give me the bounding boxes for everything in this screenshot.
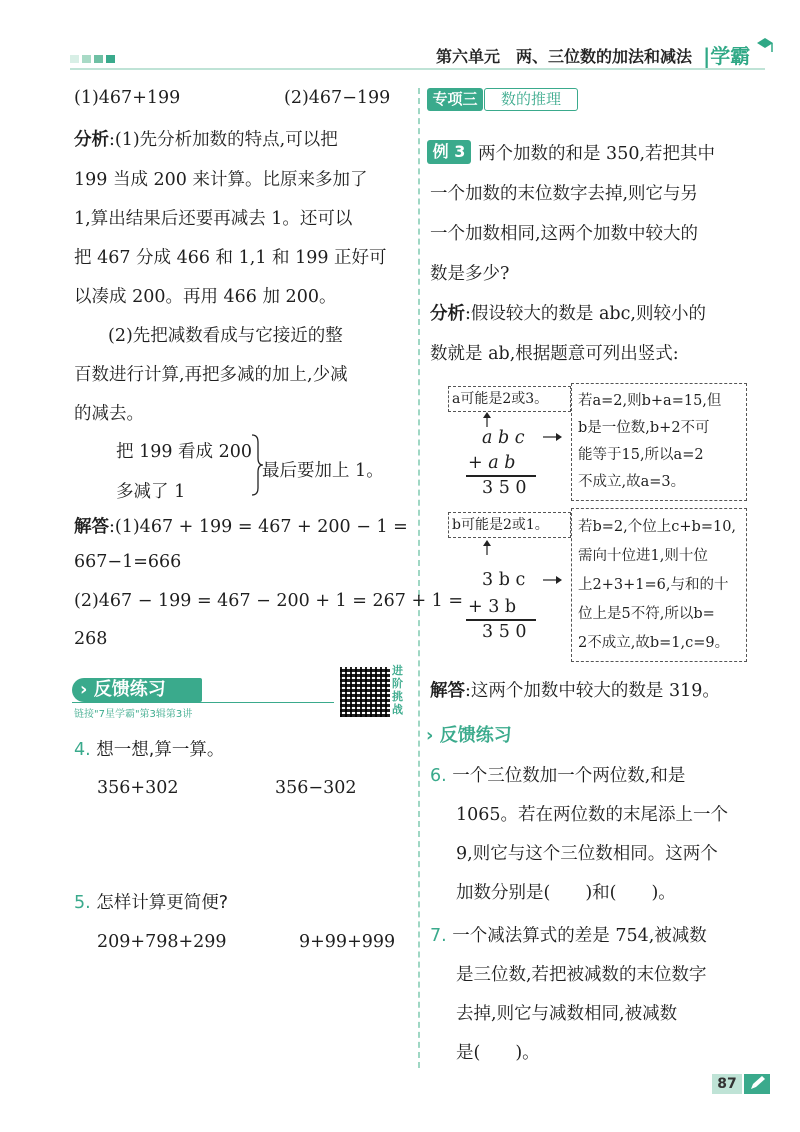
brace-line: 把 199 看成 200 [116, 442, 252, 462]
example-tag: 例 3 [427, 140, 471, 164]
feedback-underline [72, 702, 334, 703]
analysis-label: 分析 [74, 130, 109, 150]
topic-tag: 专项三 [427, 88, 483, 111]
header-rule [70, 68, 765, 70]
analysis-line: 以凑成 200。再用 466 加 200。 [74, 287, 337, 307]
answer-line: 667−1=666 [74, 552, 182, 572]
example-line: 一个加数相同,这两个加数中较大的 [430, 224, 699, 244]
note-line: 2不成立,故b=1,c=9。 [578, 635, 730, 651]
up-arrow-icon [482, 540, 492, 556]
qr-code[interactable] [340, 667, 390, 717]
qr-side-label: 进阶挑战 [392, 664, 403, 716]
question-line: 1065。若在两位数的末尾添上一个 [456, 805, 729, 825]
analysis-label: 分析 [430, 304, 465, 324]
feedback-banner [72, 678, 202, 702]
explanation-box [571, 508, 747, 662]
chevron-right-icon: › [80, 679, 88, 700]
column-divider [418, 88, 420, 1068]
note-line: b是一位数,b+2不可 [578, 420, 710, 436]
question-line: 一个三位数加一个两位数,和是 [452, 766, 686, 786]
expression: 9+99+999 [299, 932, 396, 952]
addend-row: 3 b c [482, 570, 526, 590]
answer-line: :(1)467 + 199 = 467 + 200 − 1 = [109, 517, 408, 537]
up-arrow-icon [482, 412, 492, 428]
question-text: 想一想,算一算。 [96, 740, 225, 760]
page-number: 87 [712, 1074, 742, 1094]
analysis-line: 数就是 ab,根据题意可列出竖式: [430, 344, 679, 364]
note-line: 不成立,故a=3。 [578, 474, 686, 490]
brace-note: 最后要加上 1。 [262, 461, 384, 481]
expression: 356−302 [275, 778, 357, 798]
question-line: 一个减法算式的差是 754,被减数 [452, 926, 707, 946]
unit-title: 第六单元 两、三位数的加法和减法 [436, 47, 693, 66]
feedback-link[interactable]: 链接"7星学霸"第3辑第3讲 [74, 709, 193, 720]
header-square [106, 55, 115, 63]
question-number: 5. [74, 893, 91, 913]
note-line: 上2+3+1=6,与和的十 [578, 577, 729, 593]
header-square [94, 55, 103, 63]
header-decoration-squares [70, 55, 115, 63]
example-text-cont [430, 180, 770, 380]
answer-line: 268 [74, 629, 108, 649]
expression: 209+798+299 [97, 932, 227, 952]
chevron-right-icon: › [426, 725, 434, 746]
question-number: 7. [430, 926, 447, 946]
example-line: 数是多少? [430, 264, 510, 284]
question-line: 去掉,则它与减数相同,被减数 [456, 1004, 678, 1024]
note-line: 位上是5不符,所以b= [578, 606, 715, 622]
hypothesis-box: b可能是2或1。 [448, 512, 571, 538]
question-line: 加数分别是( )和( )。 [456, 883, 676, 903]
analysis-line: :(1)先分析加数的特点,可以把 [109, 130, 338, 150]
question-line: 9,则它与这个三位数相同。这两个 [456, 844, 718, 864]
analysis-line: (2)先把减数看成与它接近的整 [108, 326, 343, 346]
question-7 [430, 922, 770, 1062]
analysis-line: 的减去。 [74, 404, 144, 424]
addend-row: + a b [468, 453, 516, 473]
note-line: 能等于15,所以a=2 [578, 447, 704, 463]
sum-row: 3 5 0 [482, 478, 527, 498]
feedback-title: 反馈练习 [439, 725, 512, 746]
feedback-title: 反馈练习 [93, 679, 166, 700]
hypothesis-box: a可能是2或3。 [448, 386, 571, 412]
explanation-box [571, 383, 747, 501]
note-line: 若b=2,个位上c+b=10, [578, 519, 737, 535]
brace-line: 多减了 1 [116, 482, 186, 502]
analysis-line: :假设较大的数是 abc,则较小的 [465, 304, 706, 324]
question-number: 4. [74, 740, 91, 760]
note-line: 需向十位进1,则十位 [578, 548, 708, 564]
header-square [82, 55, 91, 63]
answer-text: :这两个加数中较大的数是 319。 [465, 681, 720, 701]
addend-row: a b c [482, 428, 525, 448]
answer-label: 解答 [74, 517, 109, 537]
graduation-cap-icon [756, 36, 774, 56]
question-text: 怎样计算更简便? [96, 893, 229, 913]
sum-rule [466, 475, 536, 477]
right-arrow-icon [543, 575, 563, 585]
brand-logo: |学霸 [703, 44, 751, 68]
analysis-line: 把 467 分成 466 和 1,1 和 199 正好可 [74, 248, 387, 268]
sum-row: 3 5 0 [482, 622, 527, 642]
sum-rule [466, 619, 536, 621]
analysis-line: 百数进行计算,再把多减的加上,少减 [74, 365, 348, 385]
question-number: 6. [430, 766, 447, 786]
example-line: 一个加数的末位数字去掉,则它与另 [430, 184, 699, 204]
example-line: 两个加数的和是 350,若把其中 [478, 144, 716, 164]
question-6 [430, 762, 770, 902]
addend-row: + 3 b [468, 597, 517, 617]
pencil-icon [744, 1072, 770, 1096]
note-line: 若a=2,则b+a=15,但 [578, 393, 722, 409]
expression: 356+302 [97, 778, 179, 798]
example-question-1: (1)467+199 [74, 88, 181, 108]
analysis-line: 199 当成 200 来计算。比原来多加了 [74, 170, 368, 190]
answer-label: 解答 [430, 681, 465, 701]
topic-name: 数的推理 [484, 88, 578, 111]
right-arrow-icon [543, 432, 563, 442]
example-question-2: (2)467−199 [284, 88, 391, 108]
header-square [70, 55, 79, 63]
analysis-line: 1,算出结果后还要再减去 1。还可以 [74, 209, 353, 229]
question-line: 是( )。 [456, 1043, 540, 1063]
answer-line: (2)467 − 199 = 467 − 200 + 1 = 267 + 1 = [74, 591, 464, 611]
question-line: 是三位数,若把被减数的末位数字 [456, 965, 707, 985]
